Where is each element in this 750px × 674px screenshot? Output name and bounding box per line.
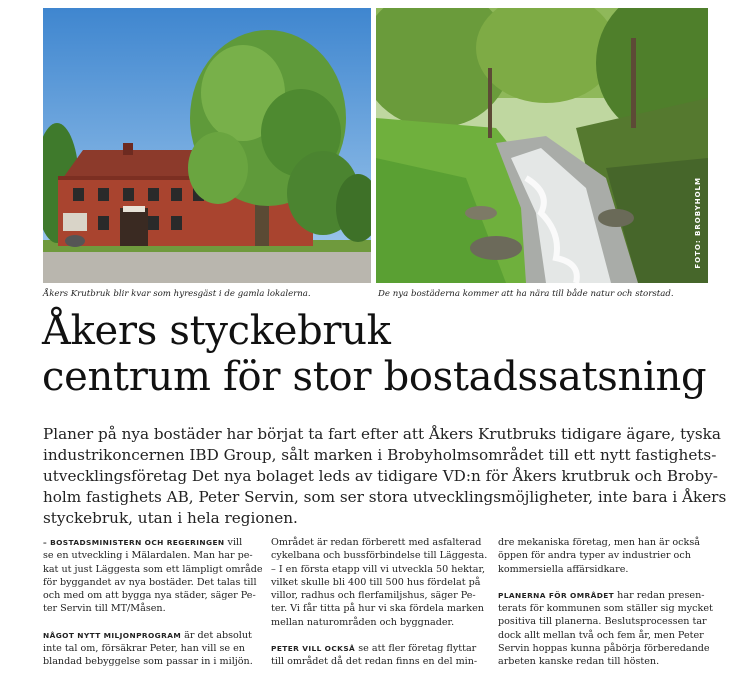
body-line: till området då det redan finns en del min- bbox=[271, 656, 478, 668]
body-line: öppen för andra typer av industrier och bbox=[498, 550, 691, 562]
left-photo-caption: Åkers Krutbruk blir kvar som hyresgäst i de gamla lokalerna. bbox=[43, 289, 311, 299]
body-line: ter. Vi får titta på hur vi ska fördela marken bbox=[271, 603, 484, 615]
headline-line-2: centrum för stor bostadssatsning bbox=[42, 354, 707, 400]
body-line: mellan naturområden och byggnader. bbox=[271, 616, 455, 628]
paragraph-lead: PETER VILL OCKSÅ bbox=[271, 644, 356, 654]
body-line: kat ut just Läggesta som ett lämpligt område bbox=[43, 563, 263, 575]
body-line: positiva till planerna. Beslutsprocessen tar bbox=[498, 616, 707, 628]
body-line: för byggandet av nya bostäder. Det talas till bbox=[43, 576, 257, 588]
right-photo-caption: De nya bostäderna kommer att ha nära till både natur och storstad. bbox=[378, 289, 674, 299]
body-line: inte tal om, försäkrar Peter, han vill se en bbox=[43, 643, 245, 655]
body-column-2 bbox=[271, 536, 486, 669]
body-line: Området är redan förberett med asfalterad bbox=[271, 537, 482, 548]
headline bbox=[42, 308, 722, 400]
paragraph-lead: – BOSTADSMINISTERN OCH REGERINGEN bbox=[43, 538, 225, 547]
paragraph-lead: PLANERNA FÖR OMRÅDET bbox=[498, 590, 615, 600]
body-line: Servin hoppas kunna påbörja förberedande bbox=[498, 643, 710, 655]
ingress bbox=[43, 424, 727, 529]
ingress-line: utvecklingsföretag Det nya bolaget leds av tidigare VD:n för Åkers krutbruk och Broby- bbox=[43, 467, 718, 485]
photo-credit: FOTO: BROBYHOLM bbox=[694, 177, 702, 269]
body-line: dre mekaniska företag, men han är också bbox=[498, 537, 701, 548]
body-line: vilket skulle bli 400 till 500 hus fördelat på bbox=[271, 576, 481, 588]
headline-line-1: Åkers styckebruk bbox=[42, 308, 391, 354]
body-line: terats för kommunen som ställer sig mycket bbox=[498, 603, 713, 615]
body-line: cykelbana och bussförbindelse till Läggesta. bbox=[271, 550, 488, 562]
ingress-line: industrikoncernen IBD Group, sålt marken i Brobyholmsområdet till ett nytt fastighets- bbox=[43, 446, 717, 464]
ingress-line: holm fastighets AB, Peter Servin, som ser stora utvecklingsmöjligheter, inte bara i Åkers bbox=[43, 488, 727, 506]
ingress-line: styckebruk, utan i hela regionen. bbox=[43, 509, 298, 527]
stream-photo bbox=[376, 8, 708, 283]
body-line: och med om att bygga nya städer, säger Pe- bbox=[43, 590, 256, 602]
ingress-line: Planer på nya bostäder har börjat ta fart efter att Åkers Krutbruks tidigare ägare, tyska bbox=[43, 425, 721, 443]
building-photo bbox=[43, 8, 371, 283]
body-line: dock allt mellan två och fem år, men Peter bbox=[498, 629, 704, 641]
body-line: ter Servin till MT/Måsen. bbox=[43, 603, 166, 615]
body-line: blandad bebyggelse som passar in i miljön. bbox=[43, 656, 253, 668]
body-line: PETER VILL OCKSÅ se att fler företag flyttar bbox=[271, 643, 477, 655]
body-column-1 bbox=[43, 536, 263, 669]
body-line: arbeten kanske redan till hösten. bbox=[498, 656, 660, 668]
body-line: – I en första etapp vill vi utveckla 50 hektar, bbox=[271, 563, 486, 575]
body-column-3 bbox=[498, 536, 713, 669]
body-line: se en utveckling i Mälardalen. Man har pe- bbox=[43, 550, 253, 562]
body-line: – BOSTADSMINISTERN OCH REGERINGEN vill bbox=[43, 537, 243, 548]
body-line: kommersiella affärsidkare. bbox=[498, 563, 629, 575]
paragraph-lead: NÅGOT NYTT MILJONPROGRAM bbox=[43, 630, 182, 640]
body-line: villor, radhus och flerfamiljshus, säger Pe- bbox=[271, 590, 476, 602]
body-line: NÅGOT NYTT MILJONPROGRAM är det absolut bbox=[43, 629, 252, 641]
body-line: PLANERNA FÖR OMRÅDET har redan presen- bbox=[498, 589, 705, 601]
